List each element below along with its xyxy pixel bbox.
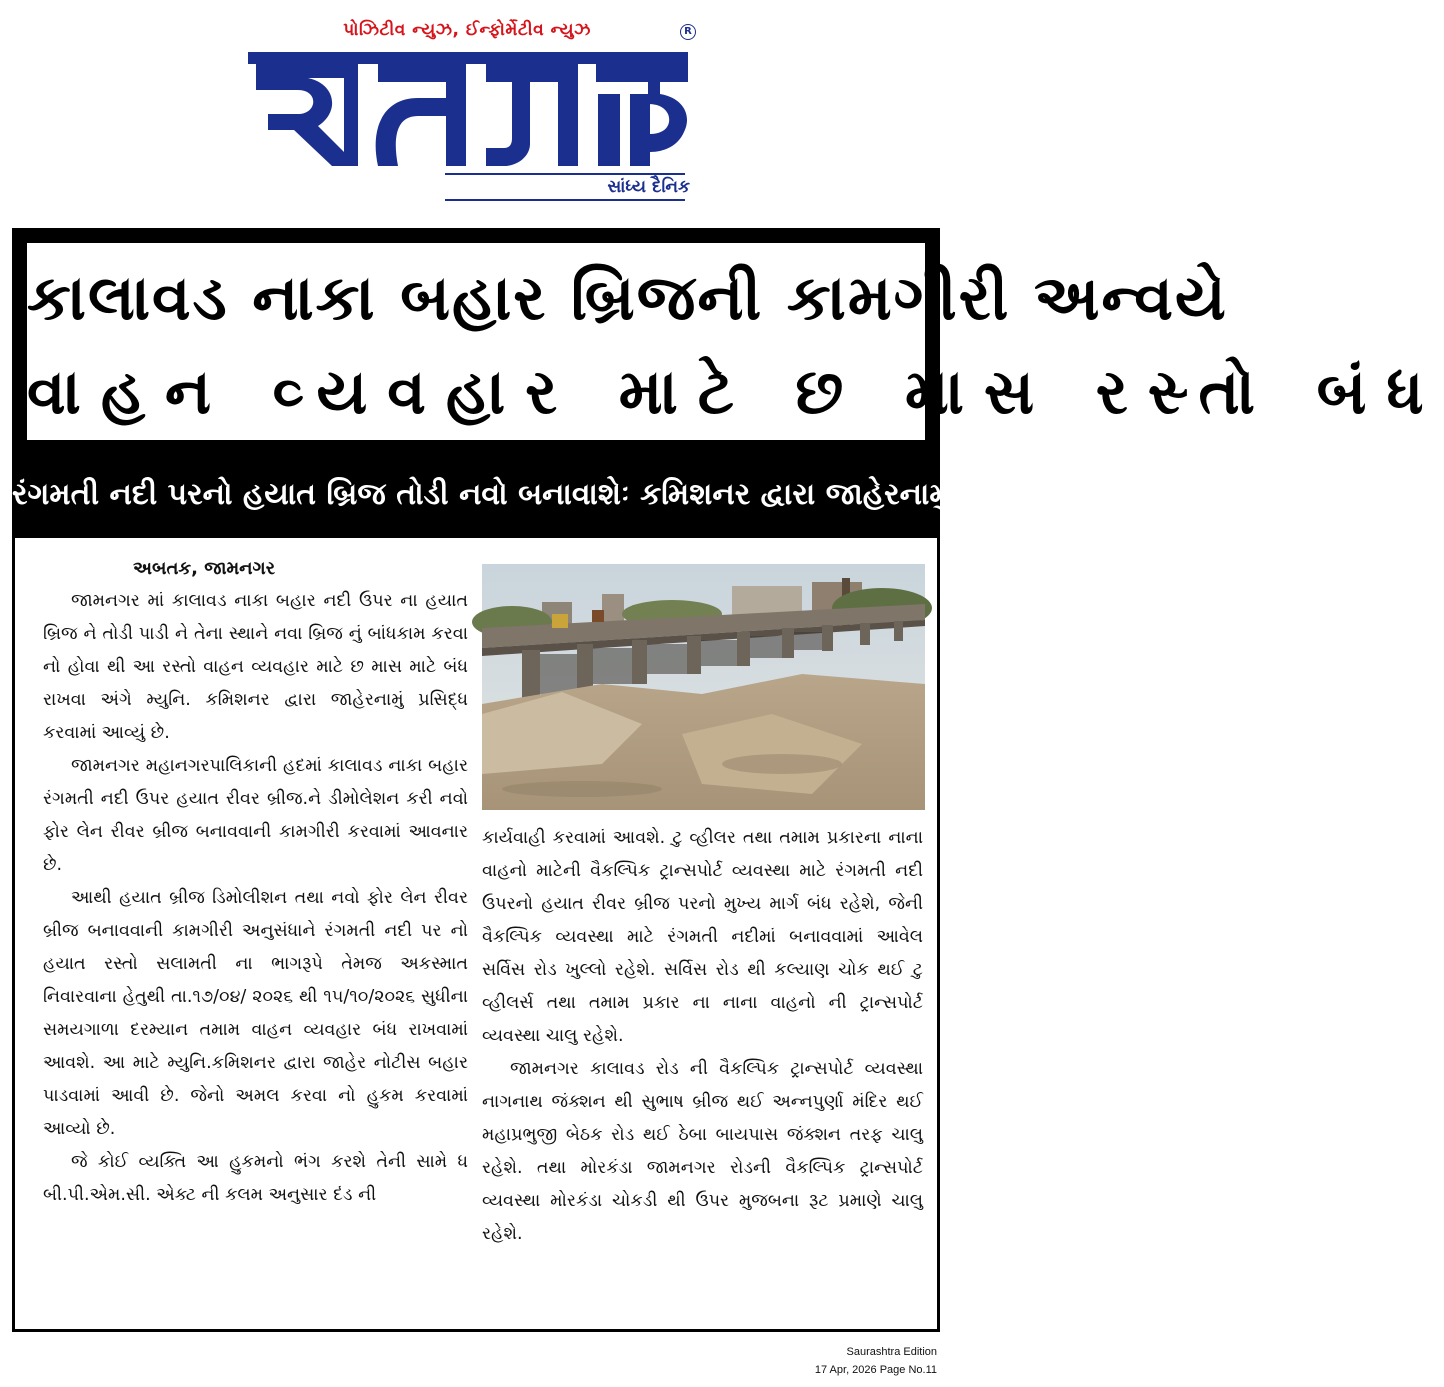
dateline: અબતક, જામનગર [133,558,276,579]
headline-box [12,228,1444,455]
edition-name: Saurashtra Edition [846,1346,937,1358]
article-column-left [43,552,468,1212]
paragraph: આથી હયાત બ્રીજ ડિમોલીશન તથા નવો ફોર લેન રીવર બ્રીજ બનાવવાની કામગીરી અનુસંધાને રંગમતી નદી પર નો હયાત રસ્તો સલામતી ના ભાગરૂપે તેમજ અકસ્માત નિવારવાના હેતુથી તા.૧૭/૦૪/ ૨૦૨૬ થી ૧૫/૧૦/૨૦૨૬ સુધીના સમયગાળા દરમ્યાન તમામ વાહન વ્યવહાર બંધ રાખવામાં આવશે. આ માટે મ્યુનિ.કમિશનર દ્વારા જાહેર નોટીસ બહાર પાડવામાં આવી છે. જેનો અમલ કરવા નો હુકમ કરવામાં આવ્યો છે. [43,888,468,1139]
subheadline: રંગમતી નદી પરનો હયાત બ્રિજ તોડી નવો બનાવાશેઃ કમિશનર દ્વારા જાહેરનામું પ્રસિદ્ધ કરાયું [12,477,1126,512]
paragraph: જામનગર કાલાવડ રોડ ની વૈકલ્પિક ટ્રાન્સપોર્ટ વ્યવસ્થા નાગનાથ જંક્શન થી સુભાષ બ્રીજ થઈ અન્નપુર્ણા મંદિર થઈ મહાપ્રભુજી બેઠક રોડ થઈ ઠેબા બાયપાસ જંક્શન તરફ ચાલુ રહેશે. તથા મોરકંડા જામનગર રોડની વૈકલ્પિક ટ્રાન્સપોર્ટ વ્યવસ્થા મોરકંડા ચોકડી થી ઉપર મુજબના રૂટ પ્રમાણે ચાલુ રહેશે. [482,1059,923,1244]
registered-trademark-icon: R [680,24,696,40]
abtak-logo [248,34,698,174]
article-column-right [482,822,923,1251]
headline-line-2: વાહન વ્યવહાર માટે છ માસ રસ્તો બંધ [27,355,1444,428]
masthead-rule-bottom [445,199,685,201]
subheadline-bar [12,455,1126,535]
masthead [0,0,947,215]
paragraph: જે કોઈ વ્યક્તિ આ હુકમનો ભંગ કરશે તેની સામે ધ બી.પી.એમ.સી. એક્ટ ની કલમ અનુસાર દંડ ની [43,1152,468,1205]
sub-brand: સાંધ્ય દૈનિક [607,177,690,197]
headline-inner [27,243,1444,440]
masthead-rule-top [445,173,685,175]
paragraph: જામનગર માં કાલાવડ નાકા બહાર નદી ઉપર ના હયાત બ્રિજ ને તોડી પાડી ને તેના સ્થાને નવા બ્રિજ નું બાંધકામ કરવા નો હોવા થી આ રસ્તો વાહન વ્યવહાર માટે છ માસ માટે બંધ રાખવા અંગે મ્યુનિ. કમિશનર દ્વારા જાહેરનામું પ્રસિદ્ધ કરવામાં આવ્યું છે. [43,591,468,743]
headline-line-1: કાલાવડ નાકા બહાર બ્રિજની કામગીરી અન્વયે [27,261,1228,334]
edition-info [815,1343,937,1379]
article-body [12,535,940,1332]
bridge-photo [482,564,925,810]
paragraph: કાર્યવાહી કરવામાં આવશે. ટુ વ્હીલર તથા તમામ પ્રકારના નાના વાહનો માટેની વૈકલ્પિક ટ્રાન્સપોર્ટ વ્યવસ્થા માટે રંગમતી નદી ઉપરનો હયાત રીવર બ્રીજ પરનો મુખ્ય માર્ગ બંધ રહેશે, જેની વૈકલ્પિક વ્યવસ્થા માટે રંગમતી નદીમાં બનાવવામાં આવેલ સર્વિસ રોડ ખુલ્લો રહેશે. સર્વિસ રોડ થી કલ્યાણ ચોક થઈ ટુ વ્હીલર્સ તથા તમામ પ્રકાર ના નાના વાહનો ની ટ્રાન્સપોર્ટ વ્યવસ્થા ચાલુ રહેશે. [482,828,923,1046]
tagline: પોઝિટીવ ન્યુઝ, ઈન્ફોર્મેટીવ ન્યુઝ [343,20,591,40]
paragraph: જામનગર મહાનગરપાલિકાની હદમાં કાલાવડ નાકા બહાર રંગમતી નદી ઉપર હયાત રીવર બ્રીજ.ને ડીમોલેશન કરી નવો ફોર લેન રીવર બ્રીજ બનાવવાની કામગીરી કરવામાં આવનાર છે. [43,756,468,875]
edition-date-page: 17 Apr, 2026 Page No.11 [814,1364,937,1376]
